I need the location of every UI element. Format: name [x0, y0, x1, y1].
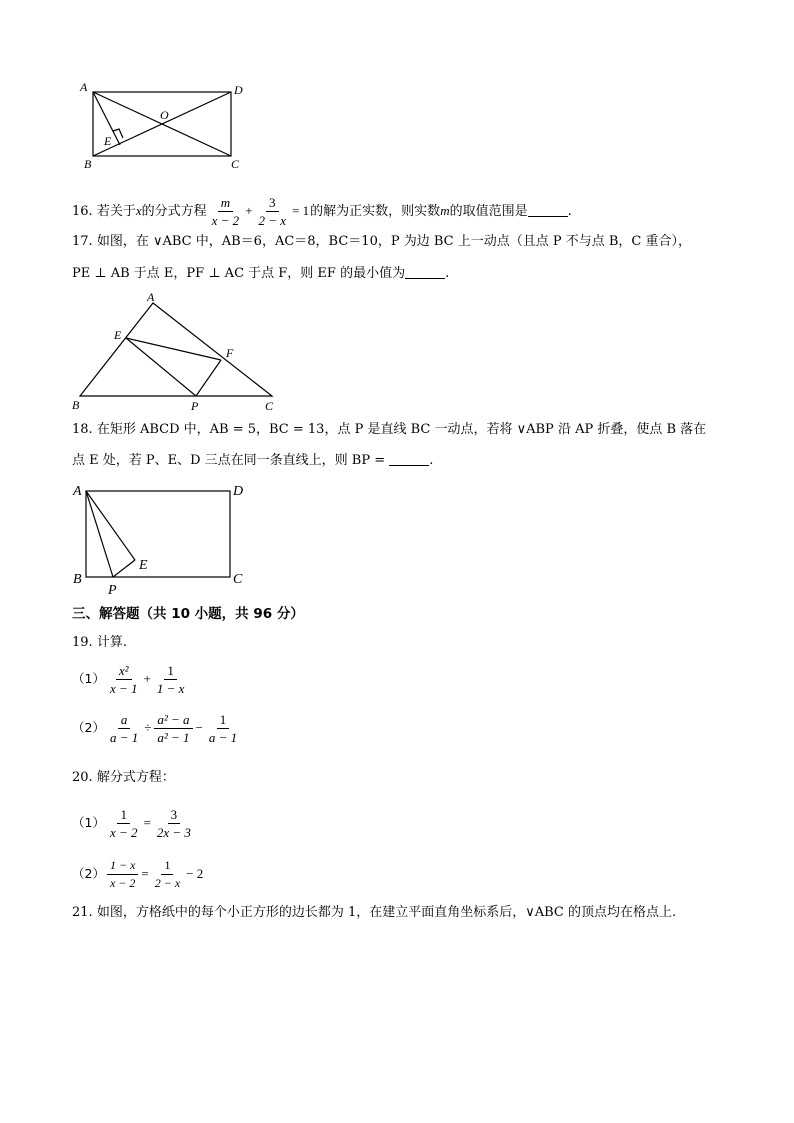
answer-blank-17[interactable]: [405, 266, 445, 279]
question-21: 21. 如图，方格纸中的每个小正方形的边长都为 1，在建立平面直角坐标系后，∨ABC 的顶点均在格点上.: [72, 905, 677, 920]
label-f: F: [226, 346, 234, 360]
segment-fp: [196, 360, 221, 396]
question-18-line-2: 点 E 处，若 P、E、D 三点在同一条直线上，则 BP = .: [72, 453, 434, 468]
question-19-part-1: （1） $\frac{\text{x²}}{x - 1}$ + $\frac{1}{1 - x}$: [72, 663, 185, 696]
answer-blank-18[interactable]: [389, 453, 429, 466]
label-b: B: [72, 398, 80, 412]
fraction-3-over-2-minus-x: $\frac{3}{2 - x}$: [258, 195, 287, 228]
label-p: P: [191, 399, 199, 413]
label-e: E: [114, 328, 122, 342]
figure-rectangle-fold: [68, 478, 258, 598]
label-e: E: [139, 558, 148, 573]
label-c: C: [231, 157, 240, 171]
answer-blank-16[interactable]: [528, 204, 568, 217]
label-o: O: [160, 108, 169, 122]
label-a: A: [73, 484, 82, 499]
label-e: E: [104, 134, 112, 148]
label-d: D: [233, 484, 244, 499]
figure-rectangle-abcd-diagonals: [75, 78, 255, 173]
question-17-line-1: 17. 如图，在 ∨ABC 中，AB＝6，AC＝8，BC＝10，P 为边 BC 上一动点（且点 P 不与点 B，C 重合），: [72, 234, 692, 249]
question-17-line-2: PE ⊥ AB 于点 E，PF ⊥ AC 于点 F，则 EF 的最小值为 .: [72, 266, 450, 281]
label-p: P: [108, 583, 117, 598]
question-16: 16. 若关于x的分式方程 $\frac{m}{x - 2}$ + $\frac{3}{2 - x}$ = 1的解为正实数，则实数m的取值范围是 .: [72, 195, 572, 228]
label-c: C: [265, 399, 274, 413]
question-18-line-1: 18. 在矩形 ABCD 中，AB = 5，BC = 13，点 P 是直线 BC 一动点，若将 ∨ABP 沿 AP 折叠，使点 B 落在: [72, 422, 707, 437]
fraction-m-over-x-minus-2: $\frac{m}{x - 2}$: [211, 195, 240, 228]
question-19: 19. 计算.: [72, 635, 127, 650]
label-d: D: [234, 83, 243, 97]
label-c: C: [233, 572, 243, 587]
question-20-part-1: （1） $\frac{1}{x - 2}$ = $\frac{3}{2x - 3}$: [72, 807, 191, 840]
label-b: B: [84, 157, 92, 171]
question-20: 20. 解分式方程：: [72, 770, 175, 785]
segment-ae: [86, 491, 135, 560]
segment-pe: [113, 560, 135, 577]
segment-ap: [86, 491, 113, 577]
question-19-part-2: （2） $\frac{a}{a - 1}$ ÷ $\frac{\text{a² − a}}{\text{a² − 1}}$ − $\frac{1}{a - 1}$: [72, 712, 238, 745]
question-20-part-2: （2） $\frac{1 - x}{x - 2}$ = $\frac{1}{2 - x}$ − 2: [72, 858, 204, 890]
section-3-heading: 三、解答题（共 10 小题，共 96 分）: [72, 606, 304, 622]
figure-triangle-abc: [68, 290, 283, 415]
label-b: B: [73, 572, 82, 587]
label-a: A: [80, 80, 88, 94]
rect-abcd: [86, 491, 230, 577]
segment-ef: [126, 338, 221, 360]
label-a: A: [147, 290, 155, 304]
